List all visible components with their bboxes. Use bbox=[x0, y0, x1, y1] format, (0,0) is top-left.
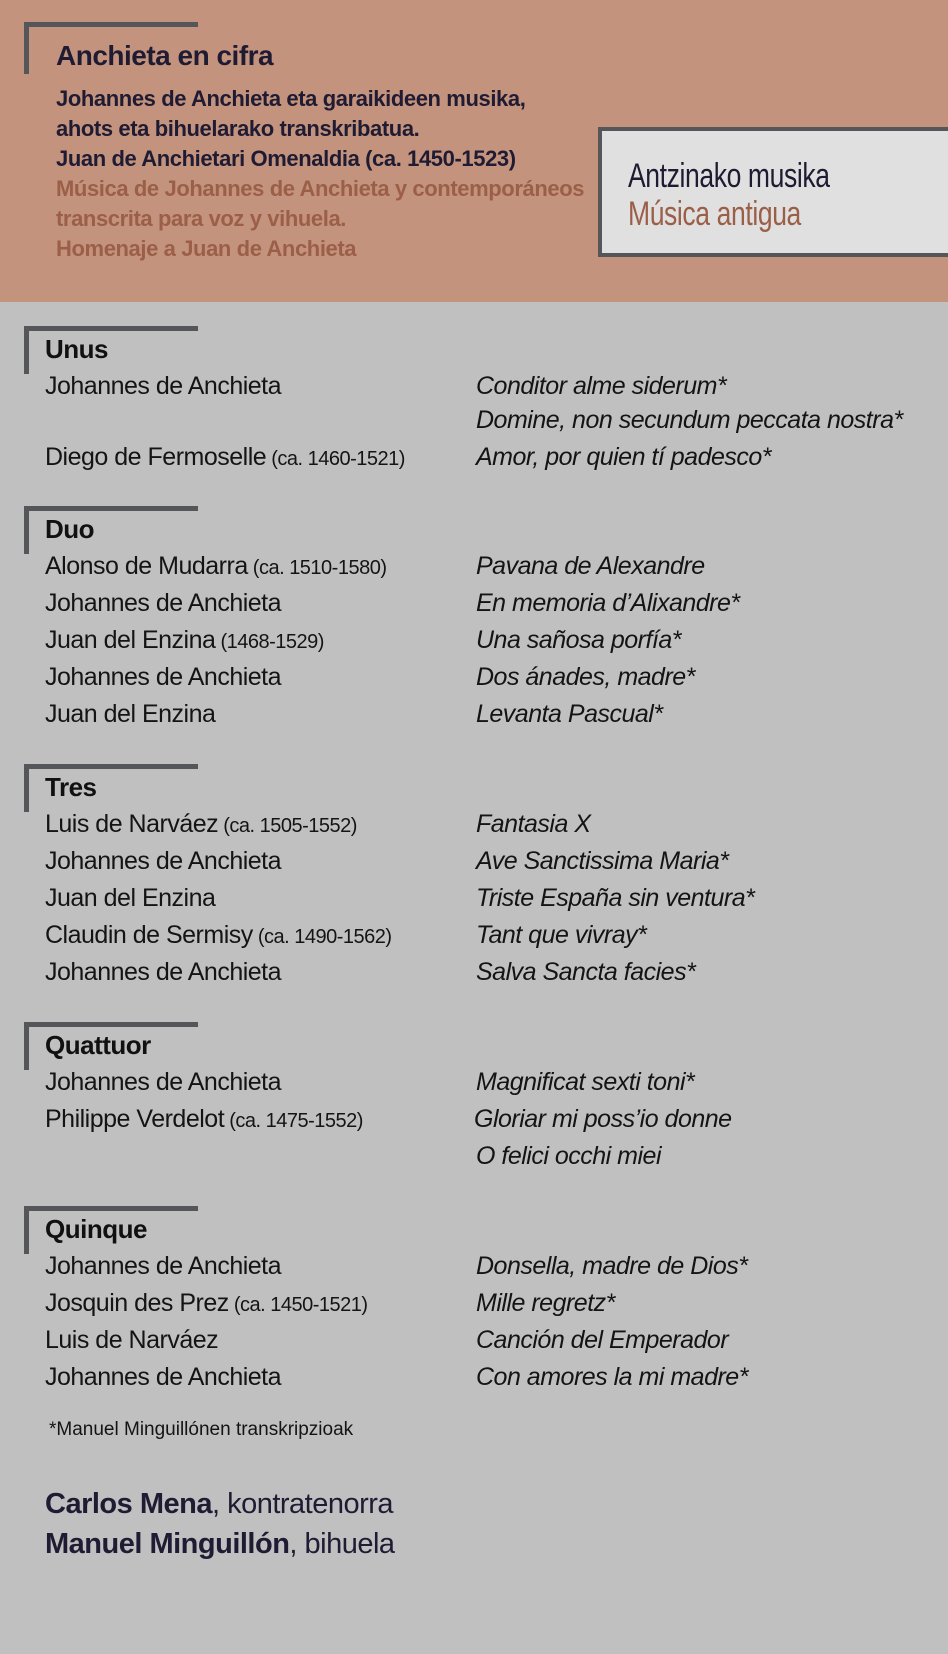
composer-dates: (ca. 1450-1521) bbox=[228, 1294, 368, 1316]
composer-name: Johannes de Anchieta bbox=[45, 1363, 282, 1391]
subtitle-basque-line: ahots eta bihuelarako transkribatua. bbox=[56, 116, 420, 141]
composer bbox=[45, 1105, 363, 1134]
programme-row bbox=[0, 1252, 948, 1289]
composer-name: Johannes de Anchieta bbox=[45, 958, 282, 986]
composer-name: Luis de Narváez bbox=[45, 810, 219, 838]
composer-name: Johannes de Anchieta bbox=[45, 589, 282, 617]
performer-line bbox=[45, 1488, 393, 1521]
section-title: Quinque bbox=[45, 1214, 147, 1244]
composer bbox=[45, 1326, 218, 1355]
section-rule-vertical bbox=[24, 1206, 29, 1254]
programme-row bbox=[0, 1068, 948, 1105]
section-rule-horizontal bbox=[24, 1022, 198, 1027]
composer bbox=[45, 1068, 281, 1097]
performer-name: Manuel Minguillón bbox=[45, 1528, 290, 1560]
composer-name: Philippe Verdelot bbox=[45, 1105, 225, 1133]
work-title: Levanta Pascual* bbox=[476, 700, 663, 728]
work-title: Pavana de Alexandre bbox=[476, 552, 705, 580]
work-title: En memoria d’Alixandre* bbox=[476, 589, 740, 617]
programme-row bbox=[0, 589, 948, 626]
programme-row bbox=[0, 847, 948, 884]
programme-row bbox=[0, 552, 948, 589]
performer-line bbox=[45, 1528, 395, 1561]
composer bbox=[45, 443, 405, 472]
section-title: Quattuor bbox=[45, 1030, 151, 1060]
composer bbox=[45, 589, 281, 618]
programme-row bbox=[0, 443, 948, 480]
composer bbox=[45, 1363, 281, 1392]
composer-name: Josquin des Prez bbox=[45, 1289, 229, 1317]
work-title: Donsella, madre de Dios* bbox=[476, 1252, 748, 1280]
composer-name: Johannes de Anchieta bbox=[45, 847, 282, 875]
section-rule-horizontal bbox=[24, 326, 198, 331]
programme-row bbox=[0, 663, 948, 700]
transcription-footnote: *Manuel Minguillónen transkripzioak bbox=[49, 1419, 354, 1440]
programme-row bbox=[0, 884, 948, 921]
work-title: Con amores la mi madre* bbox=[476, 1363, 748, 1391]
composer-name: Juan del Enzina bbox=[45, 884, 216, 912]
composer-name: Juan del Enzina bbox=[45, 626, 216, 654]
header-panel bbox=[0, 0, 948, 302]
composer bbox=[45, 958, 281, 987]
composer-name: Alonso de Mudarra bbox=[45, 552, 248, 580]
programme-row bbox=[0, 1363, 948, 1400]
title-rule-vertical bbox=[24, 22, 29, 74]
programme-row bbox=[0, 810, 948, 847]
section-title: Tres bbox=[45, 772, 97, 802]
composer-dates: (ca. 1510-1580) bbox=[247, 557, 387, 579]
programme-row bbox=[0, 958, 948, 995]
work-title: Canción del Emperador bbox=[476, 1326, 729, 1354]
work-title: Una sañosa porfía* bbox=[476, 626, 682, 654]
composer-name: Juan del Enzina bbox=[45, 700, 216, 728]
composer bbox=[45, 1289, 368, 1318]
section-title: Duo bbox=[45, 514, 95, 544]
work-title: Gloriar mi poss’io donne bbox=[474, 1105, 732, 1133]
composer-dates: (ca. 1460-1521) bbox=[266, 448, 405, 470]
composer-dates: (ca. 1475-1552) bbox=[224, 1110, 363, 1132]
subtitle-spanish bbox=[56, 174, 584, 264]
programme-row bbox=[0, 1289, 948, 1326]
subtitle-spanish-line: Homenaje a Juan de Anchieta bbox=[56, 236, 357, 261]
subtitle-spanish-line: Música de Johannes de Anchieta y contemporáneos bbox=[56, 176, 585, 201]
composer-name: Luis de Narváez bbox=[45, 1326, 219, 1354]
composer bbox=[45, 552, 387, 581]
composer-dates: (1468-1529) bbox=[215, 631, 324, 653]
work-title: Fantasia X bbox=[476, 810, 591, 838]
category-box bbox=[598, 127, 948, 257]
programme-row bbox=[0, 921, 948, 958]
work-title: Mille regretz* bbox=[476, 1289, 615, 1317]
programme-row bbox=[0, 626, 948, 663]
programme-row bbox=[0, 700, 948, 737]
subtitle-basque-line: Johannes de Anchieta eta garaikideen musika, bbox=[56, 86, 526, 111]
composer bbox=[45, 663, 281, 692]
category-basque: Antzinako musika bbox=[628, 157, 830, 195]
section-rule-horizontal bbox=[24, 506, 198, 511]
composer-name: Johannes de Anchieta bbox=[45, 372, 282, 400]
performer-name: Carlos Mena bbox=[45, 1488, 212, 1520]
title-rule-horizontal bbox=[24, 22, 198, 27]
composer-name: Johannes de Anchieta bbox=[45, 1068, 282, 1096]
work-title: O felici occhi miei bbox=[476, 1142, 661, 1170]
section-rule-vertical bbox=[24, 1022, 29, 1070]
category-spanish: Música antigua bbox=[628, 195, 801, 233]
section-rule-horizontal bbox=[24, 764, 198, 769]
performer-role: , bihuela bbox=[289, 1528, 395, 1560]
composer bbox=[45, 700, 215, 729]
section-title: Unus bbox=[45, 334, 108, 364]
composer-dates: (ca. 1505-1552) bbox=[218, 815, 357, 837]
composer bbox=[45, 372, 281, 401]
composer bbox=[45, 847, 281, 876]
concert-title: Anchieta en cifra bbox=[56, 40, 274, 71]
work-title: Tant que vivray* bbox=[476, 921, 647, 949]
performer-role: , kontratenorra bbox=[211, 1488, 394, 1520]
programme-row bbox=[0, 372, 948, 409]
composer bbox=[45, 1252, 281, 1281]
subtitle-basque bbox=[56, 84, 525, 174]
composer bbox=[45, 810, 357, 839]
section-rule-horizontal bbox=[24, 1206, 198, 1211]
work-title: Salva Sancta facies* bbox=[476, 958, 696, 986]
subtitle-basque-line: Juan de Anchietari Omenaldia (ca. 1450-1523) bbox=[56, 146, 516, 171]
programme-row bbox=[0, 406, 948, 443]
work-title: Conditor alme siderum* bbox=[476, 372, 727, 400]
composer-name: Johannes de Anchieta bbox=[45, 1252, 282, 1280]
composer bbox=[45, 921, 392, 950]
composer bbox=[45, 884, 215, 913]
composer-name: Claudin de Sermisy bbox=[45, 921, 253, 949]
programme-row bbox=[0, 1326, 948, 1363]
work-title: Triste España sin ventura* bbox=[476, 884, 755, 912]
composer bbox=[45, 626, 324, 655]
work-title: Amor, por quien tí padesco* bbox=[476, 443, 772, 471]
programme-row bbox=[0, 1105, 948, 1142]
subtitle-spanish-line: transcrita para voz y vihuela. bbox=[56, 206, 347, 231]
composer-name: Diego de Fermoselle bbox=[45, 443, 267, 471]
work-title: Dos ánades, madre* bbox=[476, 663, 695, 691]
section-rule-vertical bbox=[24, 764, 29, 812]
composer-name: Johannes de Anchieta bbox=[45, 663, 282, 691]
section-rule-vertical bbox=[24, 326, 29, 374]
work-title: Magnificat sexti toni* bbox=[476, 1068, 695, 1096]
work-title: Ave Sanctissima Maria* bbox=[476, 847, 729, 875]
composer-dates: (ca. 1490-1562) bbox=[252, 926, 392, 948]
work-title: Domine, non secundum peccata nostra* bbox=[476, 406, 903, 434]
programme-row bbox=[0, 1142, 948, 1179]
section-rule-vertical bbox=[24, 506, 29, 554]
